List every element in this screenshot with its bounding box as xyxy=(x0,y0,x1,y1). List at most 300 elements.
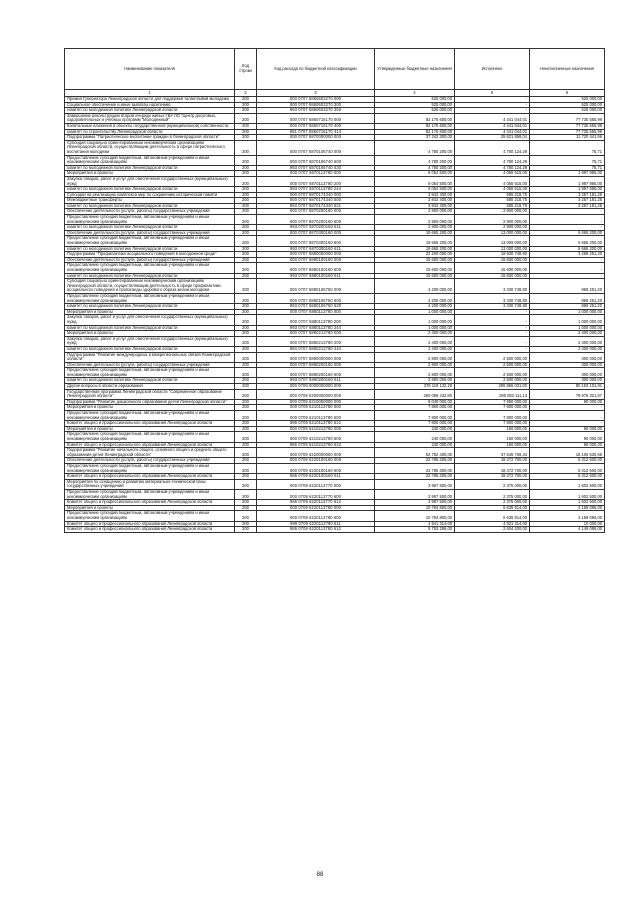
row-kbk-cell: 000 0709 6220100160 600 xyxy=(257,463,375,473)
row-code-cell: 200 xyxy=(235,411,257,421)
row-approved-cell: 1 000 000,00 xyxy=(375,325,455,331)
row-approved-cell: 2 900 000,00 xyxy=(375,225,455,231)
row-unexecuted-cell: - xyxy=(530,263,605,273)
column-number: 4 xyxy=(375,90,455,97)
row-name-cell: комитет по молодежной политике Ленинградской области xyxy=(65,246,235,252)
row-approved-cell: 7 800 000,00 xyxy=(375,411,455,421)
row-name-cell: Предоставление субсидий бюджетным, автономным учреждениям и иным некоммерческим организациям xyxy=(65,215,235,225)
row-approved-cell: 240 000,00 xyxy=(375,426,455,432)
row-name-cell: Подпрограмма "Профилактика асоциального поведения в молодежной среде" xyxy=(65,252,235,258)
row-approved-cell: 2 400 000,00 xyxy=(375,331,455,337)
row-code-cell: 200 xyxy=(235,489,257,499)
row-executed-cell: 150 000,00 xyxy=(455,442,530,448)
row-name-cell: Закупка товаров, работ и услуг для обеспечения государственных (муниципальных) нужд xyxy=(65,336,235,346)
column-number: 1 xyxy=(65,90,235,97)
row-approved-cell: 240 000,00 xyxy=(375,432,455,442)
row-approved-cell: 4 200 000,00 xyxy=(375,304,455,310)
row-approved-cell: 82 176 600,00 xyxy=(375,113,455,123)
row-executed-cell: 2 375 000,00 xyxy=(455,489,530,499)
row-name-cell: комитет по молодежной политике Ленинградской области xyxy=(65,203,235,209)
row-executed-cell: - xyxy=(455,309,530,315)
row-approved-cell: 4 780 200,00 xyxy=(375,155,455,165)
row-code-cell: 200 xyxy=(235,405,257,411)
row-kbk-cell: 000 0709 6210113780 600 xyxy=(257,411,375,421)
row-approved-cell: 10 794 800,00 xyxy=(375,511,455,521)
row-approved-cell: 19 665 200,00 xyxy=(375,236,455,246)
row-name-cell: Предоставление субсидий бюджетным, автономным учреждениям и иным некоммерческим организациям xyxy=(65,489,235,499)
table-row xyxy=(65,389,605,399)
row-executed-cell: 2 900 000,00 xyxy=(455,225,530,231)
row-kbk-cell: 986 0709 6220113780 611 xyxy=(257,521,375,527)
row-unexecuted-cell: 2 400 000,00 xyxy=(530,346,605,352)
row-code-cell: 200 xyxy=(235,362,257,368)
row-approved-cell: 2 400 000,00 xyxy=(375,336,455,346)
row-unexecuted-cell: 6 665 200,00 xyxy=(530,236,605,246)
row-name-cell: Обеспечение деятельности (услуги, работы) государственных учреждений xyxy=(65,458,235,464)
row-approved-cell: 525 000,00 xyxy=(375,102,455,108)
row-approved-cell: 52 752 400,00 xyxy=(375,448,455,458)
row-code-cell: 200 xyxy=(235,505,257,511)
row-unexecuted-cell: 3 257 181,25 xyxy=(530,192,605,198)
column-number: 5 xyxy=(455,90,530,97)
row-kbk-cell: 000 0707 6860716170 000 xyxy=(257,113,375,123)
row-unexecuted-cell: 75,71 xyxy=(530,140,605,155)
table-row xyxy=(65,463,605,473)
row-approved-cell: 3 987 500,00 xyxy=(375,479,455,489)
row-executed-cell: 18 472 700,00 xyxy=(455,458,530,464)
row-kbk-cell: 000 0707 6880106750 000 xyxy=(257,279,375,294)
row-approved-cell: 82 176 600,00 xyxy=(375,123,455,129)
table-row xyxy=(65,448,605,458)
row-kbk-cell: 000 0707 6870174340 000 xyxy=(257,192,375,198)
row-kbk-cell: 000 0709 6210000000 000 xyxy=(257,399,375,405)
row-executed-cell: 4 780 124,29 xyxy=(455,140,530,155)
row-executed-cell: 3 330 748,80 xyxy=(455,304,530,310)
row-approved-cell: 6 054 500,00 xyxy=(375,187,455,193)
row-approved-cell: 4 200 000,00 xyxy=(375,279,455,294)
row-unexecuted-cell: 1 000 000,00 xyxy=(530,309,605,315)
row-code-cell: 200 xyxy=(235,236,257,246)
row-kbk-cell: 000 0707 6870106740 000 xyxy=(257,140,375,155)
row-name-cell: комитет по молодежной политике Ленинградской области xyxy=(65,304,235,310)
row-code-cell: 200 xyxy=(235,336,257,346)
row-code-cell: 200 xyxy=(235,315,257,325)
row-name-cell: Другие вопросы в области образования xyxy=(65,384,235,390)
row-unexecuted-cell: 6 665 200,00 xyxy=(530,230,605,236)
row-kbk-cell: 000 0709 6220000000 000 xyxy=(257,448,375,458)
row-unexecuted-cell: 1 000 000,00 xyxy=(530,315,605,325)
row-executed-cell: 150 000,00 xyxy=(455,426,530,432)
row-unexecuted-cell: 90 000,00 xyxy=(530,426,605,432)
row-approved-cell: 19 665 200,00 xyxy=(375,230,455,236)
row-unexecuted-cell: 525 000,00 xyxy=(530,97,605,103)
row-kbk-cell: 986 0709 6220113770 612 xyxy=(257,500,375,506)
table-row xyxy=(65,155,605,165)
row-code-cell: 200 xyxy=(235,246,257,252)
row-executed-cell: 2 500 000,00 xyxy=(455,368,530,378)
table-row xyxy=(65,209,605,215)
header-unexecuted: Неисполненные назначения xyxy=(530,49,605,90)
row-kbk-cell: 000 0707 6880113780 200 xyxy=(257,315,375,325)
row-unexecuted-cell: 4 149 086,00 xyxy=(530,527,605,533)
row-approved-cell: 4 780 200,00 xyxy=(375,140,455,155)
row-approved-cell: 15 600 000,00 xyxy=(375,273,455,279)
row-approved-cell: 2 800 000,00 xyxy=(375,362,455,368)
row-unexecuted-cell: 1 997 985,00 xyxy=(530,187,605,193)
row-executed-cell: 4 780 124,29 xyxy=(455,155,530,165)
table-row xyxy=(65,257,605,263)
row-unexecuted-cell: 300 000,00 xyxy=(530,362,605,368)
row-approved-cell: 3 842 400,00 xyxy=(375,203,455,209)
row-approved-cell: 10 794 800,00 xyxy=(375,505,455,511)
row-name-cell: Комитет общего и профессионального образования Ленинградской области xyxy=(65,442,235,448)
row-unexecuted-cell: 300 000,00 xyxy=(530,352,605,362)
table-row xyxy=(65,336,605,346)
row-unexecuted-cell: 11 720 441,96 xyxy=(530,135,605,141)
row-unexecuted-cell: 1 997 985,00 xyxy=(530,171,605,177)
row-code-cell: 200 xyxy=(235,378,257,384)
page-number: 88 xyxy=(316,872,324,878)
row-executed-cell: 15 600 000,00 xyxy=(455,263,530,273)
row-name-cell: Мероприятия и проекты xyxy=(65,171,235,177)
row-kbk-cell: 000 0707 6870106740 600 xyxy=(257,155,375,165)
row-approved-cell: 2 800 000,00 xyxy=(375,368,455,378)
row-approved-cell: 23 200 000,00 xyxy=(375,252,455,258)
row-executed-cell: 2 604 200,00 xyxy=(455,527,530,533)
row-unexecuted-cell: 4 159 086,00 xyxy=(530,511,605,521)
row-code-cell: 200 xyxy=(235,511,257,521)
row-name-cell: Комитет общего и профессионального образования Ленинградской области xyxy=(65,521,235,527)
row-code-cell: 200 xyxy=(235,521,257,527)
row-unexecuted-cell: 5 312 600,00 xyxy=(530,458,605,464)
row-executed-cell: 150 000,00 xyxy=(455,432,530,442)
row-kbk-cell: 000 0707 6880100160 600 xyxy=(257,263,375,273)
row-unexecuted-cell: - xyxy=(530,405,605,411)
row-unexecuted-cell: 869 251,20 xyxy=(530,304,605,310)
row-name-cell: Закупка товаров, работ и услуг для обеспечения государственных (муниципальных) нужд xyxy=(65,315,235,325)
row-executed-cell: 7 800 000,00 xyxy=(455,421,530,427)
row-name-cell: Субсидия социально ориентированным некоммерческим организациям Ленинградской области, осуществляющим деятельность в сфере патриотического воспитания молодежи xyxy=(65,140,235,155)
row-approved-cell: 360 059 432,80 xyxy=(375,389,455,399)
row-name-cell: комитет по молодежной политике Ленинградской области xyxy=(65,273,235,279)
row-unexecuted-cell: 3 269 251,20 xyxy=(530,252,605,258)
row-kbk-cell: 000 0709 0000000000 000 xyxy=(257,384,375,390)
row-name-cell: Обеспечение деятельности (услуги, работы) государственных учреждений xyxy=(65,230,235,236)
row-unexecuted-cell: 75,71 xyxy=(530,155,605,165)
row-executed-cell: 2 500 000,00 xyxy=(455,352,530,362)
row-executed-cell: 295 956 031,00 xyxy=(455,384,530,390)
row-approved-cell: 7 800 000,00 xyxy=(375,405,455,411)
table-row xyxy=(65,273,605,279)
row-kbk-cell: 993 0707 6870200160 611 xyxy=(257,225,375,231)
row-code-cell: 200 xyxy=(235,187,257,193)
row-kbk-cell: 993 0707 6870174340 521 xyxy=(257,203,375,209)
row-executed-cell: 4 441 044,01 xyxy=(455,129,530,135)
row-name-cell: Обеспечение деятельности (услуги, работы) государственных учреждений xyxy=(65,257,235,263)
table-row xyxy=(65,304,605,310)
row-name-cell: комитет по молодежной политике Ленинградской области xyxy=(65,346,235,352)
budget-report-sheet xyxy=(64,48,604,533)
row-code-cell: 200 xyxy=(235,479,257,489)
row-name-cell: Мероприятия по оснащению и развитию материально-технической базы государственных учреждений xyxy=(65,479,235,489)
row-code-cell: 200 xyxy=(235,325,257,331)
table-row xyxy=(65,225,605,231)
row-unexecuted-cell: 15 106 630,66 xyxy=(530,448,605,458)
table-row xyxy=(65,378,605,384)
row-kbk-cell: 000 0707 6880213780 000 xyxy=(257,331,375,337)
row-code-cell: 200 xyxy=(235,279,257,294)
row-executed-cell: 6 635 514,00 xyxy=(455,511,530,521)
row-unexecuted-cell: 2 400 000,00 xyxy=(530,331,605,337)
row-unexecuted-cell: 1 997 985,00 xyxy=(530,176,605,186)
row-name-cell: Мероприятия и проекты xyxy=(65,309,235,315)
row-name-cell: комитет по молодежной политике Ленинградской области xyxy=(65,165,235,171)
row-code-cell: 200 xyxy=(235,458,257,464)
row-executed-cell: 37 645 769,34 xyxy=(455,448,530,458)
row-unexecuted-cell: 3 257 181,25 xyxy=(530,198,605,204)
row-executed-cell: - xyxy=(455,331,530,337)
row-kbk-cell: 000 0707 6880106750 600 xyxy=(257,293,375,303)
row-name-cell: Подпрограмма "Развитие дошкольного образования детей Ленинградской области" xyxy=(65,399,235,405)
row-executed-cell: - xyxy=(455,325,530,331)
row-unexecuted-cell: 75,71 xyxy=(530,165,605,171)
header-executed: Исполнено xyxy=(455,49,530,90)
row-kbk-cell: 000 0707 6870300160 000 xyxy=(257,230,375,236)
row-name-cell: Межбюджетные трансферты xyxy=(65,198,235,204)
row-approved-cell: 23 785 300,00 xyxy=(375,474,455,480)
row-unexecuted-cell: 525 000,00 xyxy=(530,108,605,114)
row-unexecuted-cell: 80 163 101,91 xyxy=(530,384,605,390)
row-unexecuted-cell: 300 000,00 xyxy=(530,368,605,378)
row-executed-cell: - xyxy=(455,108,530,114)
row-name-cell: Комитет общего и профессионального образования Ленинградской области xyxy=(65,500,235,506)
row-name-cell: Завершение реконструкции второй очереди жилых ГБУ ЛО "Центр досуговых, оздоровительных и учебных программ "Молодежный" xyxy=(65,113,235,123)
row-kbk-cell: 993 0707 6880100160 611 xyxy=(257,273,375,279)
row-executed-cell: 25 621 858,04 xyxy=(455,135,530,141)
row-code-cell: 200 xyxy=(235,309,257,315)
row-unexecuted-cell: 2 400 000,00 xyxy=(530,336,605,346)
row-approved-cell: 23 785 300,00 xyxy=(375,458,455,464)
row-approved-cell: 1 000 000,00 xyxy=(375,315,455,325)
row-kbk-cell: 986 0709 6220100160 611 xyxy=(257,474,375,480)
row-code-cell: 200 xyxy=(235,123,257,129)
row-executed-cell: - xyxy=(455,97,530,103)
row-executed-cell: 13 000 000,00 xyxy=(455,230,530,236)
row-kbk-cell: 000 0707 6870200160 000 xyxy=(257,209,375,215)
row-code-cell: 200 xyxy=(235,527,257,533)
row-kbk-cell: 993 0707 6880213780 244 xyxy=(257,346,375,352)
table-row xyxy=(65,421,605,427)
row-approved-cell: 2 800 000,00 xyxy=(375,352,455,362)
row-code-cell: 200 xyxy=(235,399,257,405)
table-row xyxy=(65,203,605,209)
row-kbk-cell: 993 0707 6880113780 244 xyxy=(257,325,375,331)
row-code-cell: 200 xyxy=(235,352,257,362)
row-name-cell: Предоставление субсидий бюджетным, автономным учреждениям и иным некоммерческим организациям xyxy=(65,155,235,165)
table-row xyxy=(65,129,605,135)
row-executed-cell: 13 000 000,00 xyxy=(455,236,530,246)
row-unexecuted-cell: 5 312 600,00 xyxy=(530,474,605,480)
row-code-cell: 200 xyxy=(235,171,257,177)
row-name-cell: Подпрограмма "Развитие международных и межрегиональных связей Ленинградской области" xyxy=(65,352,235,362)
row-code-cell: 200 xyxy=(235,448,257,458)
row-executed-cell: 2 900 000,00 xyxy=(455,209,530,215)
row-name-cell: комитет по строительству Ленинградской области xyxy=(65,129,235,135)
row-code-cell: 200 xyxy=(235,192,257,198)
row-name-cell: Предоставление субсидий бюджетным, автономным учреждениям и иным некоммерческим организациям xyxy=(65,432,235,442)
row-name-cell: Предоставление субсидий бюджетным, автономным учреждениям и иным некоммерческим организациям xyxy=(65,411,235,421)
row-unexecuted-cell: 4 159 086,00 xyxy=(530,505,605,511)
row-kbk-cell: 986 0709 6220113780 612 xyxy=(257,527,375,533)
row-kbk-cell: 000 0709 6220100160 000 xyxy=(257,458,375,464)
row-kbk-cell: 993 0707 6880106750 630 xyxy=(257,304,375,310)
row-executed-cell: 7 800 000,00 xyxy=(455,405,530,411)
row-kbk-cell: 993 0707 6870106740 630 xyxy=(257,165,375,171)
row-unexecuted-cell: 300 000,00 xyxy=(530,378,605,384)
row-executed-cell: 2 375 000,00 xyxy=(455,500,530,506)
row-executed-cell: 4 441 044,01 xyxy=(455,123,530,129)
row-code-cell: 200 xyxy=(235,442,257,448)
row-kbk-cell: 000 0707 6870174340 500 xyxy=(257,198,375,204)
row-approved-cell: 2 800 000,00 xyxy=(375,378,455,384)
row-kbk-cell: 000 0707 6870000000 000 xyxy=(257,135,375,141)
row-kbk-cell: 000 0707 6870113780 200 xyxy=(257,176,375,186)
table-row xyxy=(65,113,605,123)
row-name-cell: Предоставление субсидий бюджетным, автономным учреждениям и иным некоммерческим организациям xyxy=(65,368,235,378)
table-row xyxy=(65,442,605,448)
row-name-cell: Премия Губернатора Ленинградской области для поддержки талантливой молодежи xyxy=(65,97,235,103)
row-approved-cell: 3 987 500,00 xyxy=(375,500,455,506)
row-unexecuted-cell: 90 000,00 xyxy=(530,432,605,442)
row-name-cell: Мероприятия и проекты xyxy=(65,405,235,411)
row-approved-cell: 5 753 286,00 xyxy=(375,527,455,533)
row-executed-cell: 7 950 000,00 xyxy=(455,399,530,405)
table-row xyxy=(65,192,605,198)
row-approved-cell: 3 987 500,00 xyxy=(375,489,455,499)
row-unexecuted-cell: 5 312 600,00 xyxy=(530,463,605,473)
row-approved-cell: 19 665 200,00 xyxy=(375,246,455,252)
table-row xyxy=(65,279,605,294)
row-approved-cell: 15 600 000,00 xyxy=(375,257,455,263)
row-name-cell: Предоставление субсидий бюджетным, автономным учреждениям и иным некоммерческим организациям xyxy=(65,463,235,473)
row-unexecuted-cell: 869 251,20 xyxy=(530,279,605,294)
column-number: 6 xyxy=(530,90,605,97)
row-kbk-cell: 000 0709 6210113780 000 xyxy=(257,405,375,411)
row-code-cell: 200 xyxy=(235,331,257,337)
row-executed-cell: 585 218,75 xyxy=(455,192,530,198)
table-row xyxy=(65,123,605,129)
row-name-cell: Комитет общего и профессионального образования Ленинградской области xyxy=(65,474,235,480)
row-name-cell: комитет по молодежной политике Ленинградской области xyxy=(65,187,235,193)
row-approved-cell: 6 054 500,00 xyxy=(375,176,455,186)
table-row xyxy=(65,140,605,155)
row-approved-cell: 240 000,00 xyxy=(375,442,455,448)
row-name-cell: Обеспечение деятельности (услуги, работы) государственных учреждений xyxy=(65,362,235,368)
row-executed-cell: - xyxy=(455,102,530,108)
row-name-cell: Обеспечение деятельности (услуги, работы) государственных учреждений xyxy=(65,209,235,215)
row-name-cell: Субсидия социально ориентированным некоммерческим организациям Ленинградской области, осуществляющим деятельность в сфере профилактики асоциального поведения и пропаганды здорового образа жизни молодежи xyxy=(65,279,235,294)
table-row xyxy=(65,315,605,325)
row-name-cell: Социальное обеспечение и иные выплаты населению xyxy=(65,102,235,108)
row-kbk-cell: 000 0707 6870200160 600 xyxy=(257,215,375,225)
table-row xyxy=(65,362,605,368)
row-code-cell: 200 xyxy=(235,263,257,273)
row-name-cell: Государственная программа Ленинградской области "Современное образование Ленинградской области" xyxy=(65,389,235,399)
row-kbk-cell: 000 0707 6860603270 300 xyxy=(257,102,375,108)
row-kbk-cell: 000 0709 6220113780 600 xyxy=(257,511,375,521)
row-unexecuted-cell: 525 000,00 xyxy=(530,102,605,108)
table-row xyxy=(65,165,605,171)
row-code-cell: 200 xyxy=(235,135,257,141)
table-row xyxy=(65,246,605,252)
table-row xyxy=(65,474,605,480)
column-number: 2 xyxy=(235,90,257,97)
header-kbk: Код расхода по бюджетной классификации xyxy=(257,49,375,90)
row-executed-cell: - xyxy=(455,346,530,352)
row-kbk-cell: 000 0707 6870113780 000 xyxy=(257,171,375,177)
row-kbk-cell: 000 0707 6890000000 000 xyxy=(257,352,375,362)
row-unexecuted-cell: 90 000,00 xyxy=(530,442,605,448)
row-kbk-cell: 993 0707 6890200160 611 xyxy=(257,378,375,384)
row-code-cell: 200 xyxy=(235,198,257,204)
column-numbers-row xyxy=(65,90,605,97)
row-unexecuted-cell: - xyxy=(530,257,605,263)
column-number: 3 xyxy=(257,90,375,97)
table-row xyxy=(65,368,605,378)
row-name-cell: комитет по молодежной политике Ленинградской области xyxy=(65,225,235,231)
row-name-cell: Подпрограмма "Патриотическое воспитание граждан в Ленинградской области" xyxy=(65,135,235,141)
row-code-cell: 200 xyxy=(235,155,257,165)
row-executed-cell: 2 500 000,00 xyxy=(455,378,530,384)
header-code: Код строки xyxy=(235,49,257,90)
row-unexecuted-cell: 6 665 200,00 xyxy=(530,246,605,252)
row-code-cell: 200 xyxy=(235,129,257,135)
row-kbk-cell: 000 0707 6880213780 200 xyxy=(257,336,375,346)
row-kbk-cell: 000 0707 6870300160 600 xyxy=(257,236,375,246)
row-unexecuted-cell: 77 735 555,99 xyxy=(530,113,605,123)
row-kbk-cell: 993 0707 6860603270 350 xyxy=(257,108,375,114)
row-name-cell: комитет по молодежной политике Ленинградской области xyxy=(65,325,235,331)
row-executed-cell: 19 930 748,80 xyxy=(455,252,530,258)
row-kbk-cell: 000 0707 6860716170 400 xyxy=(257,123,375,129)
row-name-cell: Субсидии на реализацию комплекса мер по сохранению исторической памяти xyxy=(65,192,235,198)
row-approved-cell: 4 780 200,00 xyxy=(375,165,455,171)
row-executed-cell: - xyxy=(455,315,530,325)
row-executed-cell: 4 056 515,00 xyxy=(455,176,530,186)
row-unexecuted-cell: - xyxy=(530,225,605,231)
row-unexecuted-cell: 1 000 000,00 xyxy=(530,325,605,331)
table-row xyxy=(65,176,605,186)
row-approved-cell: 525 000,00 xyxy=(375,108,455,114)
row-code-cell: 200 xyxy=(235,389,257,399)
row-executed-cell: 2 375 000,00 xyxy=(455,479,530,489)
table-row xyxy=(65,411,605,421)
row-executed-cell: 4 931 314,00 xyxy=(455,521,530,527)
row-code-cell: 200 xyxy=(235,252,257,258)
row-kbk-cell: 993 0707 6870113780 244 xyxy=(257,187,375,193)
row-kbk-cell: 981 0707 6860716170 414 xyxy=(257,129,375,135)
table-row xyxy=(65,135,605,141)
row-unexecuted-cell: 869 251,20 xyxy=(530,293,605,303)
row-unexecuted-cell: 79 976 321,67 xyxy=(530,389,605,399)
row-executed-cell: 280 083 111,13 xyxy=(455,389,530,399)
row-kbk-cell: 000 0709 6220113770 000 xyxy=(257,479,375,489)
row-approved-cell: 23 785 300,00 xyxy=(375,463,455,473)
row-executed-cell: - xyxy=(455,336,530,346)
row-kbk-cell: 993 0707 6870300160 611 xyxy=(257,246,375,252)
table-row xyxy=(65,458,605,464)
table-row xyxy=(65,236,605,246)
